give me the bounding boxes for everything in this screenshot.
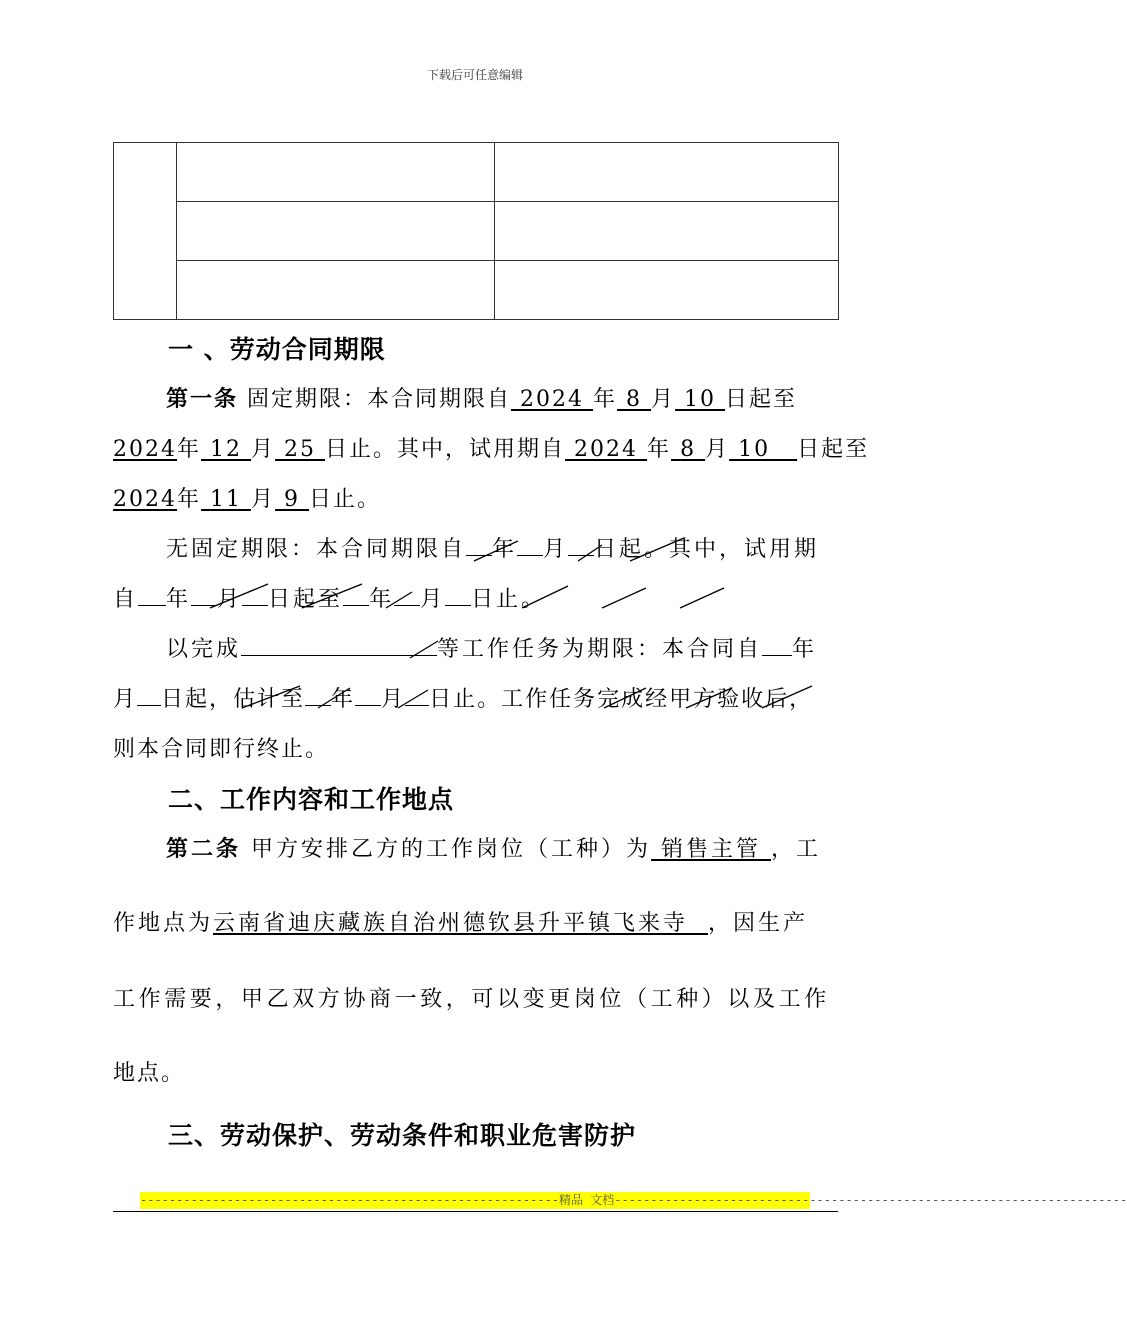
text: 月 xyxy=(651,387,676,412)
text: 甲方安排乙方的工作岗位（工种）为 xyxy=(241,837,652,862)
end-year: 2024 xyxy=(113,437,177,462)
text: 日止。 xyxy=(471,587,547,612)
section3-heading: 三、劳动保护、劳动条件和职业危害防护 xyxy=(168,1121,637,1150)
blank-field xyxy=(242,587,268,606)
text: 日起至 xyxy=(725,387,798,412)
task-term-line2 xyxy=(113,682,813,713)
article2-label: 第二条 xyxy=(166,837,242,862)
table-cell xyxy=(495,202,839,261)
strike-mark xyxy=(602,588,646,608)
text: 月 xyxy=(113,687,138,712)
text: 月 xyxy=(251,487,276,512)
text: 年 xyxy=(792,637,818,662)
text: 年 xyxy=(593,387,618,412)
text: 日止。 xyxy=(309,487,382,512)
blank-field xyxy=(138,587,166,606)
trial-start-day xyxy=(729,437,797,462)
info-table xyxy=(113,142,839,320)
value: 2024 xyxy=(520,387,585,412)
start-month xyxy=(617,387,651,412)
position-value xyxy=(651,837,771,862)
blank-field xyxy=(394,587,420,606)
text: 月 xyxy=(705,437,730,462)
table-cell xyxy=(495,143,839,202)
trial-end-year: 2024 xyxy=(113,487,177,512)
open-term-line2 xyxy=(113,582,546,613)
text: 月 xyxy=(381,687,406,712)
table-cell xyxy=(177,143,495,202)
article2-line1 xyxy=(166,832,821,863)
text: 年 xyxy=(492,537,518,562)
article2-line2 xyxy=(113,906,808,937)
value: 销售主管 xyxy=(661,837,762,862)
blank-field xyxy=(568,537,594,556)
table-cell xyxy=(177,261,495,320)
open-term-line1 xyxy=(166,532,819,563)
blank-field xyxy=(466,537,492,556)
page-header-note: 下载后可任意编辑 xyxy=(426,68,523,82)
task-term-line3: 则本合同即行终止。 xyxy=(113,737,330,762)
value: 12 xyxy=(210,437,243,462)
text: 月 xyxy=(420,587,446,612)
text: 作地点为 xyxy=(113,911,214,936)
article1-line2 xyxy=(113,432,869,463)
text: 年 xyxy=(331,687,356,712)
footer-label: ----------------------------------------------------------精品 文档----------------------------------------------------------------------- xyxy=(140,1193,1127,1207)
start-day xyxy=(675,387,725,412)
strike-mark xyxy=(680,588,724,608)
text: 年 xyxy=(166,587,192,612)
value: 云南省迪庆藏族自治州德钦县升平镇飞来寺 xyxy=(213,911,689,936)
trial-end-day xyxy=(275,487,309,512)
blank-field xyxy=(355,687,381,706)
section2-heading: 二、工作内容和工作地点 xyxy=(168,785,455,814)
blank-field xyxy=(305,687,331,706)
blank-field xyxy=(405,687,429,706)
blank-field xyxy=(343,587,369,606)
end-month xyxy=(201,437,251,462)
blank-field xyxy=(445,587,471,606)
trial-start-month xyxy=(671,437,705,462)
text: 年 xyxy=(647,437,672,462)
blank-field xyxy=(762,637,792,656)
value: 8 xyxy=(626,387,643,412)
text: 日起至 xyxy=(268,587,344,612)
value: 8 xyxy=(680,437,697,462)
blank-field xyxy=(191,587,217,606)
value: 25 xyxy=(284,437,317,462)
text: 无固定期限：本合同期限自 xyxy=(166,537,467,562)
text: 日起。其中，试用期 xyxy=(594,537,820,562)
text: 日起，估计至 xyxy=(161,687,306,712)
start-year xyxy=(511,387,593,412)
article2-line3: 工作需要，甲乙双方协商一致，可以变更岗位（工种）以及工作 xyxy=(113,987,830,1012)
value: 2024 xyxy=(574,437,639,462)
text: 月 xyxy=(251,437,276,462)
text: 固定期限：本合同期限自 xyxy=(238,387,512,412)
footer-divider xyxy=(113,1211,838,1212)
text: 以完成 xyxy=(166,637,242,662)
table-row xyxy=(114,143,839,202)
text: 年 xyxy=(177,487,202,512)
text: ，因生产 xyxy=(708,911,809,936)
text: 自 xyxy=(113,587,139,612)
blank-field xyxy=(137,687,161,706)
text: 月 xyxy=(543,537,569,562)
text: 日起至 xyxy=(797,437,870,462)
value: 9 xyxy=(284,487,301,512)
value: 10 xyxy=(684,387,717,412)
location-value xyxy=(213,911,708,936)
text: 年 xyxy=(369,587,395,612)
table-row xyxy=(114,261,839,320)
trial-end-month xyxy=(201,487,251,512)
end-day xyxy=(275,437,325,462)
text: 等工作任务为期限：本合同自 xyxy=(437,637,763,662)
table-cell xyxy=(495,261,839,320)
text: 日止。工作任务完成经甲方验收后， xyxy=(429,687,814,712)
text: 月 xyxy=(217,587,243,612)
article1-line3 xyxy=(113,482,381,513)
text: 日止。其中，试用期自 xyxy=(325,437,566,462)
table-row xyxy=(114,202,839,261)
trial-start-year xyxy=(565,437,647,462)
article1-line1 xyxy=(166,382,797,413)
table-cell xyxy=(114,143,177,320)
table-cell xyxy=(177,202,495,261)
task-term-line1 xyxy=(166,632,817,663)
article2-line4: 地点。 xyxy=(113,1061,186,1086)
blank-field xyxy=(241,637,437,656)
value: 10 xyxy=(738,437,771,462)
text: ，工 xyxy=(771,837,822,862)
section1-heading: 一 、劳动合同期限 xyxy=(168,335,386,364)
text: 年 xyxy=(177,437,202,462)
article1-label: 第一条 xyxy=(166,387,239,412)
value: 11 xyxy=(210,487,243,512)
blank-field xyxy=(517,537,543,556)
